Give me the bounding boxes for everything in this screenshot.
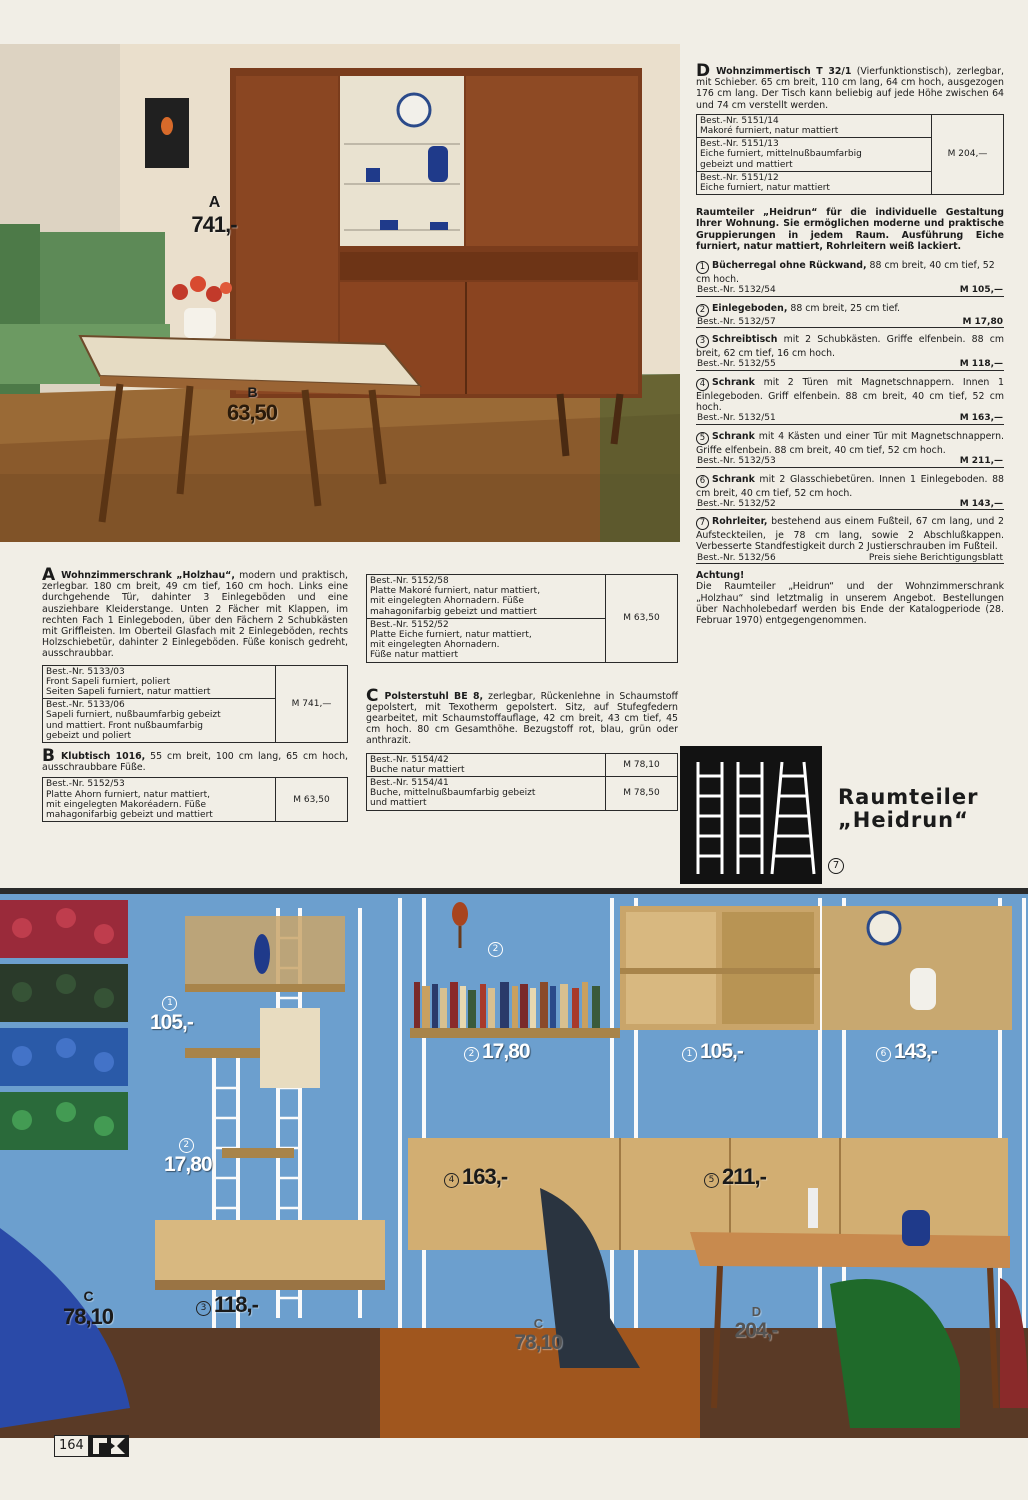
item-price: Preis siehe Berichtigungsblatt [868,552,1003,563]
item-number: 3 [696,335,709,348]
item-text: 88 cm breit, 40 cm tief, 52 cm hoch. [696,260,995,286]
item-name: Einlegeboden, [712,302,788,314]
label-left-3 [196,1292,258,1318]
order-cell [697,114,932,137]
section-c-price-1: M 78,10 [606,753,678,776]
list-item [696,516,1004,564]
item-number: 4 [444,1173,459,1188]
item-text: bestehend aus einem Fußteil, 67 cm lang, und 2 Aufsteckteilen, je 78 cm lang, sowie 2 Abschlußkappen. Verbesserte Standfestigkeit durch 2 Justierschrauben im Fußteil. [696,516,1004,553]
item-desc [696,431,1004,456]
order-cell [43,778,276,822]
item-order-row [696,285,1004,297]
price-label: 163,- [462,1164,508,1189]
raumteiler-title-line1: Raumteiler [838,785,979,809]
item-bestnr: Best.-Nr. 5132/52 [697,498,776,509]
table-row [367,753,678,776]
section-b-desc [42,746,348,774]
publisher-logo-icon [89,1435,129,1457]
list-item [696,260,1004,297]
label-a-price: 741,- [191,212,237,237]
order-cell [367,618,606,662]
label-right-4 [444,1164,507,1190]
item-price: M 163,— [959,413,1003,424]
list-item [696,431,1004,468]
order-cell [43,665,276,699]
item-name: Schrank [712,430,755,442]
list-item [696,303,1004,329]
label-right-5 [704,1164,766,1190]
price-label: 105,- [150,1011,193,1034]
label-left-2 [164,1134,212,1177]
item-number: 6 [696,475,709,488]
section-b-price: M 63,50 [276,778,348,822]
section-a-heading: Wohnzimmerschrank „Holzhau“, [61,570,235,581]
section-c-letter: C [366,685,379,706]
table-row [697,114,1004,137]
section-c-text: zerlegbar, Rückenlehne in Schaumstoff gepolstert, mit Texotherm gepolstert. Sitz, auf Stufegfedern gearbeitet, mit Schaumstoffauflage, 42 cm breit, 43 cm tief, 45 cm hoch. 80 cm Gesamthöhe. Bezugstoff rot, blau, grün oder anthrazit. [366,690,678,747]
achtung-title: Achtung! [696,570,745,582]
item-desc [696,516,1004,552]
item-name: Schrank [712,473,755,485]
price-label: 143,- [894,1040,937,1063]
item-desc [696,260,1004,285]
order-cell [367,753,606,776]
item-price: M 211,— [959,456,1003,467]
label-right-c [508,1316,568,1355]
item-order-row [696,413,1004,425]
label-a-letter: A [208,194,220,211]
page-footer [54,1432,129,1460]
bottom-photo [0,888,1028,1438]
item-name: Bücherregal ohne Rückwand, [712,260,867,272]
item-order-row [696,317,1004,329]
item-order-row [696,553,1004,565]
order-cell [697,171,932,194]
item-bestnr: Best.-Nr. 5132/55 [697,359,776,370]
item-bestnr: Best.-Nr. 5132/54 [697,285,776,296]
raumteiler-items [696,260,1004,564]
living-room-illustration [0,44,680,542]
section-b-heading: Klubtisch 1016, [60,751,146,763]
top-photo [0,44,680,542]
order-line: Best.-Nr. 5133/06 [46,700,125,711]
price-label: 17,80 [164,1153,212,1176]
label-b-price: 63,50 [226,400,278,425]
order-line: mit eingelegten Ahornadern. Füße [370,596,524,607]
raumteiler-title-line2: „Heidrun“ [838,808,969,832]
item-number: 6 [876,1047,891,1062]
label-right-2b [464,1040,530,1064]
item-desc [696,303,1004,317]
list-item [696,474,1004,511]
section-d-order-table [696,114,1004,195]
item-number: 7 [828,858,844,874]
item-bestnr: Best.-Nr. 5132/53 [697,456,776,467]
order-line: Eiche furniert, natur mattiert [700,183,830,194]
section-d-desc [696,61,1004,111]
price-label: 78,10 [514,1331,562,1354]
label-right-1 [682,1040,743,1064]
item-number: 1 [162,996,177,1011]
table-row [43,665,348,699]
section-c-desc [366,685,678,747]
section-d-letter: D [696,61,711,81]
order-line: mit eingelegten Ahornadern. [370,640,500,651]
section-a-desc [42,565,348,660]
order-line: Best.-Nr. 5152/52 [370,619,449,630]
section-a-text: modern und praktisch, zerlegbar. 180 cm breit, 49 cm tief, 160 cm hoch. Links eine durchgehende Tür, dahinter 3 Einlegeböden und eine ausziehbare Kleiderstange. Unten 2 Fächer mit Klappen, im rechten Fach 1 Einlegeboden, über den Fächern 2 Schubkästen mit Griffleisten. Im Oberteil Glasfach mit 2 Einlegeböden, rechts Holzschiebetür, dahinter 2 Einlegeböden. Füße konisch gedreht, ausschraubbar. [42,570,348,660]
label-b-letter: B [247,384,257,400]
item-text: mit 2 Schubkästen. Griffe elfenbein. 88 cm breit, 62 cm tief, 16 cm hoch. [696,334,1004,360]
section-mid [366,574,678,811]
item-order-row [696,499,1004,511]
order-line: Best.-Nr. 5154/41 [370,778,449,789]
section-c-price-2: M 78,50 [606,777,678,811]
item-bestnr: Best.-Nr. 5132/51 [697,413,776,424]
item-number: 5 [696,432,709,445]
item-number: 3 [196,1301,211,1316]
achtung-text: Die Raumteiler „Heidrun“ und der Wohnzimmerschrank „Holzhau“ sind letztmalig in unserem Angebot. Bestellungen über Nachholebedarf werden bis Ende der Katalogperiode (28. Februar 1970) entgegengenommen. [696,581,1004,626]
order-line: Best.-Nr. 5151/12 [700,172,779,183]
order-line: mit eingelegten Makoréadern. Füße [46,799,207,810]
raumteiler-title-number [828,852,847,874]
raumteiler-logo-block [680,746,822,884]
item-text: mit 4 Kästen und einer Tür mit Magnetschnappern. Griffe elfenbein. 88 cm breit, 40 cm tief, 52 cm hoch. [696,430,1004,456]
section-mid-price: M 63,50 [606,575,678,663]
label-right-d [726,1304,786,1343]
section-a-price: M 741,— [276,665,348,742]
section-d-text: (Vierfunktionstisch), zerlegbar, mit Schieber. 65 cm breit, 110 cm lang, 64 cm hoch, ausgezogen 176 cm lang. Der Tisch kann beliebig auf jede Höhe zwischen 64 und 74 cm verstellt werden. [696,66,1004,111]
label-letter: C [83,1288,93,1304]
table-row [43,778,348,822]
order-line: Buche, mittelnußbaumfarbig gebeizt [370,788,536,799]
section-a-order-table [42,665,348,743]
item-price: M 143,— [959,498,1003,509]
raumteiler-intro: Raumteiler „Heidrun“ für die individuelle Gestaltung Ihrer Wohnung. Sie ermöglichen moderne und praktische Gruppierungen in jedem Raum. Ausführung Eiche furniert, natur mattiert, Rohrleitern weiß lackiert. [696,207,1004,252]
section-b-letter: B [42,746,55,767]
order-line: Best.-Nr. 5152/58 [370,576,449,586]
item-price: M 118,— [959,359,1003,370]
item-name: Schreibtisch [712,334,778,346]
item-text: mit 2 Glasschiebetüren. Innen 1 Einlegeboden. 88 cm breit, 40 cm tief, 52 cm hoch. [696,473,1004,499]
list-item [696,334,1004,371]
price-label: 118,- [214,1292,258,1317]
list-item [696,377,1004,425]
item-number: 7 [696,517,709,530]
item-order-row [696,359,1004,371]
item-price: M 17,80 [962,316,1003,327]
item-price: M 105,— [959,285,1003,296]
order-line: gebeizt und mattiert [700,159,793,170]
table-row [367,575,678,619]
item-name: Rohrleiter, [712,516,768,528]
item-order-row [696,456,1004,468]
label-left-1 [150,992,193,1035]
section-c-heading: Polsterstuhl BE 8, [384,690,484,702]
label-letter: C [533,1316,543,1331]
order-line: mahagonifarbig gebeizt und mattiert [370,606,537,617]
order-line: Best.-Nr. 5151/13 [700,139,779,150]
order-line: Platte Ahorn furniert, natur mattiert, [46,789,210,800]
price-label: 105,- [700,1040,743,1063]
item-bestnr: Best.-Nr. 5132/57 [697,316,776,327]
ladder-icon [680,746,822,884]
order-line: und mattiert [370,798,427,809]
order-cell [43,699,276,743]
label-a [184,194,244,238]
label-left-c [58,1288,118,1330]
order-line: Makoré furniert, natur mattiert [700,126,839,137]
item-number: 4 [696,378,709,391]
order-line: Front Sapeli furniert, poliert [46,676,171,687]
item-number: 2 [464,1047,479,1062]
order-line: und mattiert. Front nußbaumfarbig [46,720,204,731]
order-line: Best.-Nr. 5152/53 [46,779,125,790]
item-desc [696,474,1004,499]
item-bestnr: Best.-Nr. 5132/56 [697,552,776,563]
order-line: gebeizt und poliert [46,730,132,741]
item-number: 2 [179,1138,194,1153]
order-cell [367,575,606,619]
section-c-order-table [366,753,678,811]
section-d-price: M 204,— [932,114,1004,194]
price-label: 204,- [734,1319,778,1342]
page-number: 164 [54,1435,89,1457]
order-line: Platte Makoré furniert, natur mattiert, [370,586,541,597]
item-desc [696,377,1004,413]
order-line: Best.-Nr. 5133/03 [46,666,125,677]
item-desc [696,334,1004,359]
order-line: Best.-Nr. 5154/42 [370,754,449,765]
order-line: Seiten Sapeli furniert, natur mattiert [46,687,211,698]
order-line: Eiche furniert, mittelnußbaumfarbig [700,149,862,160]
item-name: Schrank [712,376,755,388]
order-line: Platte Eiche furniert, natur mattiert, [370,630,532,641]
section-d-heading: Wohnzimmertisch T 32/1 [716,66,852,77]
order-line: Sapeli furniert, nußbaumfarbig gebeizt [46,710,221,721]
item-number: 2 [696,304,709,317]
item-text: mit 2 Türen mit Magnetschnappern. Innen 1 Einlegeboden. Griff elfenbein. 88 cm breit, 40 cm tief, 52 cm hoch. [696,376,1004,414]
section-a-letter: A [42,565,56,585]
order-line: Buche natur mattiert [370,764,465,775]
section-mid-order-table [366,574,678,663]
table-row [367,777,678,811]
item-text: 88 cm breit, 25 cm tief. [787,302,900,314]
section-b-text: 55 cm breit, 100 cm lang, 65 cm hoch, ausschraubbare Füße. [42,751,348,774]
price-label: 17,80 [482,1040,530,1063]
label-letter: D [751,1304,761,1319]
order-line: mahagonifarbig gebeizt und mattiert [46,810,213,821]
item-number: 1 [682,1047,697,1062]
raumteiler-title [838,786,1018,832]
section-b-order-table [42,777,348,822]
shelving-room-illustration [0,888,1028,1438]
order-line: Best.-Nr. 5151/14 [700,115,779,126]
price-label: 78,10 [62,1304,114,1329]
item-number: 1 [696,261,709,274]
label-right-6 [876,1040,937,1064]
order-line: Füße natur mattiert [370,650,459,661]
label-right-2 [488,938,506,957]
order-cell [367,777,606,811]
price-label: 211,- [722,1164,766,1189]
item-number: 5 [704,1173,719,1188]
logo-mark-icon [89,1435,129,1457]
section-right [696,61,1004,626]
order-cell [697,138,932,172]
label-b [222,384,282,426]
section-a [42,565,348,822]
item-number: 2 [488,942,503,957]
